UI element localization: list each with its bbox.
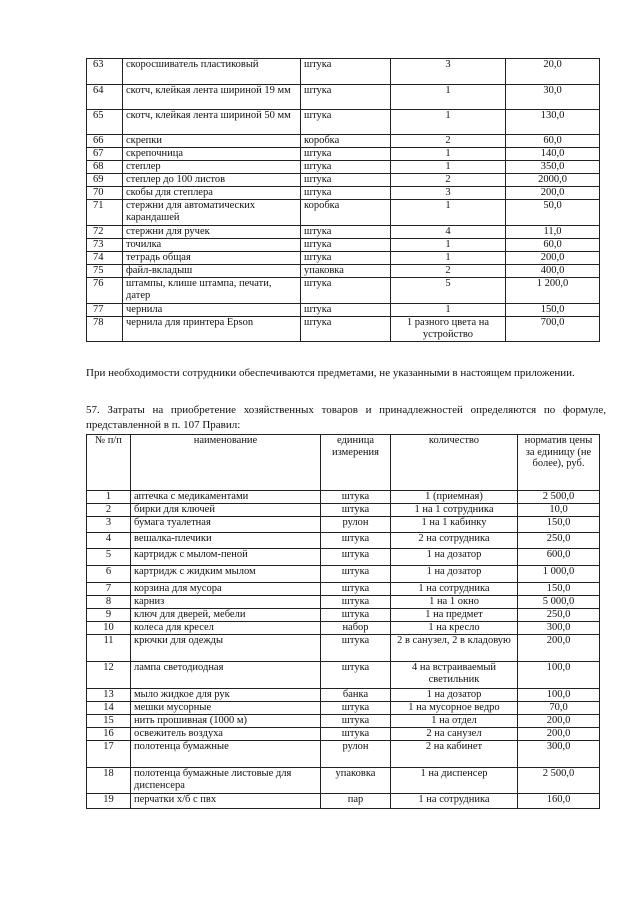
table-row (87, 317, 600, 342)
row-number: 5 (87, 549, 131, 566)
table-row (87, 161, 600, 174)
row-unit: штука (301, 317, 391, 342)
row-price: 200,0 (518, 635, 600, 662)
row-price: 30,0 (506, 85, 600, 110)
table-row (87, 794, 600, 809)
table-row (87, 110, 600, 135)
row-price: 300,0 (518, 622, 600, 635)
row-unit: штука (301, 85, 391, 110)
row-name: скотч, клейкая лента шириной 19 мм (123, 85, 301, 110)
row-number: 76 (87, 278, 123, 304)
row-number: 15 (87, 715, 131, 728)
row-quantity: 2 в санузел, 2 в кладовую (391, 635, 518, 662)
row-quantity: 1 на диспенсер (391, 768, 518, 794)
row-price: 700,0 (506, 317, 600, 342)
table-row (87, 304, 600, 317)
table-row (87, 265, 600, 278)
row-price: 60,0 (506, 135, 600, 148)
row-price: 100,0 (518, 662, 600, 689)
row-number: 14 (87, 702, 131, 715)
row-number: 4 (87, 533, 131, 549)
row-number: 68 (87, 161, 123, 174)
row-unit: штука (301, 148, 391, 161)
row-number: 2 (87, 504, 131, 517)
header-unit: единица измерения (321, 435, 391, 491)
table-row (87, 609, 600, 622)
row-unit: штука (321, 533, 391, 549)
row-number: 63 (87, 59, 123, 85)
row-number: 74 (87, 252, 123, 265)
row-number: 10 (87, 622, 131, 635)
table-row (87, 504, 600, 517)
row-unit: штука (321, 549, 391, 566)
row-unit: штука (301, 59, 391, 85)
row-quantity: 4 на встраиваемый светильник (391, 662, 518, 689)
row-quantity: 1 (391, 252, 506, 265)
row-name: карниз (131, 596, 321, 609)
row-name: вешалка-плечики (131, 533, 321, 549)
row-price: 2 500,0 (518, 491, 600, 504)
row-number: 17 (87, 741, 131, 768)
table-row (87, 239, 600, 252)
row-name: степлер до 100 листов (123, 174, 301, 187)
row-price: 70,0 (518, 702, 600, 715)
row-name: крючки для одежды (131, 635, 321, 662)
row-number: 71 (87, 200, 123, 226)
note-paragraph: При необходимости сотрудники обеспечиваются предметами, не указанными в настоящем приложении. (86, 367, 575, 379)
row-quantity: 1 разного цвета на устройство (391, 317, 506, 342)
row-quantity: 1 на 1 окно (391, 596, 518, 609)
row-unit: штука (301, 226, 391, 239)
header-name: наименование (131, 435, 321, 491)
row-quantity: 1 (391, 161, 506, 174)
row-name: полотенца бумажные (131, 741, 321, 768)
row-name: полотенца бумажные листовые для диспенсера (131, 768, 321, 794)
row-number: 12 (87, 662, 131, 689)
header-number: № п/п (87, 435, 131, 491)
row-name: аптечка с медикаментами (131, 491, 321, 504)
row-name: степлер (123, 161, 301, 174)
row-unit: штука (301, 278, 391, 304)
table-row (87, 566, 600, 583)
row-price: 60,0 (506, 239, 600, 252)
row-name: скобы для степлера (123, 187, 301, 200)
table-row (87, 517, 600, 533)
row-quantity: 1 (391, 85, 506, 110)
table-row (87, 689, 600, 702)
row-name: мыло жидкое для рук (131, 689, 321, 702)
row-unit: упаковка (301, 265, 391, 278)
row-number: 1 (87, 491, 131, 504)
row-quantity: 3 (391, 59, 506, 85)
row-price: 50,0 (506, 200, 600, 226)
row-quantity: 1 на дозатор (391, 566, 518, 583)
row-price: 250,0 (518, 609, 600, 622)
row-unit: штука (301, 304, 391, 317)
row-name: корзина для мусора (131, 583, 321, 596)
row-name: стержни для автоматических карандашей (123, 200, 301, 226)
table-row (87, 635, 600, 662)
row-price: 150,0 (518, 517, 600, 533)
row-name: скоросшиватель пластиковый (123, 59, 301, 85)
row-quantity: 1 (391, 239, 506, 252)
row-unit: штука (321, 715, 391, 728)
stationery-table (86, 58, 600, 342)
row-name: перчатки х/б с пвх (131, 794, 321, 809)
row-quantity: 1 на сотрудника (391, 794, 518, 809)
row-unit: штука (321, 609, 391, 622)
row-name: бирки для ключей (131, 504, 321, 517)
row-number: 73 (87, 239, 123, 252)
row-unit: штука (301, 252, 391, 265)
row-price: 2 500,0 (518, 768, 600, 794)
row-number: 8 (87, 596, 131, 609)
row-name: тетрадь общая (123, 252, 301, 265)
row-number: 78 (87, 317, 123, 342)
table-header-row (87, 435, 600, 491)
row-price: 200,0 (506, 187, 600, 200)
row-number: 72 (87, 226, 123, 239)
header-price: норматив цены за единицу (не более), руб. (518, 435, 600, 491)
row-unit: пар (321, 794, 391, 809)
row-quantity: 1 на 1 сотрудника (391, 504, 518, 517)
row-name: колеса для кресел (131, 622, 321, 635)
row-number: 75 (87, 265, 123, 278)
row-quantity: 2 (391, 174, 506, 187)
table-row (87, 148, 600, 161)
table-row (87, 174, 600, 187)
row-name: чернила (123, 304, 301, 317)
row-number: 6 (87, 566, 131, 583)
row-price: 150,0 (506, 304, 600, 317)
row-name: стержни для ручек (123, 226, 301, 239)
row-unit: коробка (301, 135, 391, 148)
row-unit: штука (321, 662, 391, 689)
row-number: 67 (87, 148, 123, 161)
row-number: 70 (87, 187, 123, 200)
row-unit: рулон (321, 741, 391, 768)
row-quantity: 2 на кабинет (391, 741, 518, 768)
row-quantity: 2 на сотрудника (391, 533, 518, 549)
row-quantity: 1 (391, 304, 506, 317)
table-row (87, 715, 600, 728)
row-name: точилка (123, 239, 301, 252)
row-name: скотч, клейкая лента шириной 50 мм (123, 110, 301, 135)
row-number: 19 (87, 794, 131, 809)
row-number: 7 (87, 583, 131, 596)
row-name: файл-вкладыш (123, 265, 301, 278)
table-row (87, 200, 600, 226)
row-unit: штука (301, 187, 391, 200)
table-row (87, 135, 600, 148)
table-row (87, 491, 600, 504)
row-price: 2000,0 (506, 174, 600, 187)
row-quantity: 1 (391, 148, 506, 161)
row-quantity: 1 на кресло (391, 622, 518, 635)
row-price: 250,0 (518, 533, 600, 549)
row-price: 300,0 (518, 741, 600, 768)
table-row (87, 662, 600, 689)
table-row (87, 252, 600, 265)
row-price: 20,0 (506, 59, 600, 85)
row-name: картридж с мылом-пеной (131, 549, 321, 566)
row-quantity: 2 на санузел (391, 728, 518, 741)
header-quantity: количество (391, 435, 518, 491)
row-number: 3 (87, 517, 131, 533)
table-row (87, 549, 600, 566)
table-row (87, 226, 600, 239)
table-row (87, 622, 600, 635)
row-price: 400,0 (506, 265, 600, 278)
row-price: 1 200,0 (506, 278, 600, 304)
row-unit: штука (321, 566, 391, 583)
row-price: 10,0 (518, 504, 600, 517)
row-unit: штука (321, 728, 391, 741)
row-unit: штука (301, 239, 391, 252)
row-name: штампы, клише штампа, печати, датер (123, 278, 301, 304)
row-number: 69 (87, 174, 123, 187)
row-unit: набор (321, 622, 391, 635)
row-quantity: 1 (391, 110, 506, 135)
row-quantity: 1 на сотрудника (391, 583, 518, 596)
row-price: 140,0 (506, 148, 600, 161)
row-unit: штука (321, 596, 391, 609)
row-number: 65 (87, 110, 123, 135)
row-number: 9 (87, 609, 131, 622)
row-number: 11 (87, 635, 131, 662)
row-unit: штука (321, 583, 391, 596)
row-number: 64 (87, 85, 123, 110)
row-number: 77 (87, 304, 123, 317)
table-row (87, 59, 600, 85)
row-name: лампа светодиодная (131, 662, 321, 689)
table-row (87, 583, 600, 596)
row-name: картридж с жидким мылом (131, 566, 321, 583)
table-row (87, 728, 600, 741)
row-quantity: 5 (391, 278, 506, 304)
table-row (87, 187, 600, 200)
row-unit: упаковка (321, 768, 391, 794)
row-name: мешки мусорные (131, 702, 321, 715)
row-quantity: 2 (391, 135, 506, 148)
row-name: нить прошивная (1000 м) (131, 715, 321, 728)
table-row (87, 85, 600, 110)
row-unit: штука (321, 635, 391, 662)
row-unit: штука (321, 702, 391, 715)
row-name: скрепочница (123, 148, 301, 161)
table-row (87, 702, 600, 715)
row-price: 150,0 (518, 583, 600, 596)
row-quantity: 1 (приемная) (391, 491, 518, 504)
row-price: 100,0 (518, 689, 600, 702)
row-quantity: 1 на дозатор (391, 689, 518, 702)
row-price: 5 000,0 (518, 596, 600, 609)
row-quantity: 2 (391, 265, 506, 278)
row-unit: коробка (301, 200, 391, 226)
table-row (87, 278, 600, 304)
clause-57-paragraph: 57. Затраты на приобретение хозяйственных товаров и принадлежностей определяются по формуле, представленной в п. 107 Правил: (86, 404, 606, 431)
row-price: 160,0 (518, 794, 600, 809)
row-quantity: 1 на дозатор (391, 549, 518, 566)
table-row (87, 596, 600, 609)
row-unit: штука (301, 161, 391, 174)
row-number: 66 (87, 135, 123, 148)
row-price: 200,0 (506, 252, 600, 265)
row-price: 600,0 (518, 549, 600, 566)
row-number: 16 (87, 728, 131, 741)
row-unit: банка (321, 689, 391, 702)
row-quantity: 4 (391, 226, 506, 239)
table-row (87, 533, 600, 549)
row-quantity: 1 (391, 200, 506, 226)
row-name: бумага туалетная (131, 517, 321, 533)
household-goods-table (86, 434, 600, 809)
row-unit: рулон (321, 517, 391, 533)
row-name: скрепки (123, 135, 301, 148)
row-unit: штука (301, 110, 391, 135)
row-price: 200,0 (518, 715, 600, 728)
row-quantity: 1 на отдел (391, 715, 518, 728)
row-name: ключ для дверей, мебели (131, 609, 321, 622)
row-price: 130,0 (506, 110, 600, 135)
row-number: 18 (87, 768, 131, 794)
row-name: освежитель воздуха (131, 728, 321, 741)
table-row (87, 768, 600, 794)
row-quantity: 1 на мусорное ведро (391, 702, 518, 715)
row-unit: штука (301, 174, 391, 187)
row-price: 200,0 (518, 728, 600, 741)
row-quantity: 1 на предмет (391, 609, 518, 622)
row-name: чернила для принтера Epson (123, 317, 301, 342)
row-price: 1 000,0 (518, 566, 600, 583)
row-quantity: 3 (391, 187, 506, 200)
row-unit: штука (321, 504, 391, 517)
row-number: 13 (87, 689, 131, 702)
row-price: 11,0 (506, 226, 600, 239)
table-row (87, 741, 600, 768)
row-quantity: 1 на 1 кабинку (391, 517, 518, 533)
row-price: 350,0 (506, 161, 600, 174)
row-unit: штука (321, 491, 391, 504)
